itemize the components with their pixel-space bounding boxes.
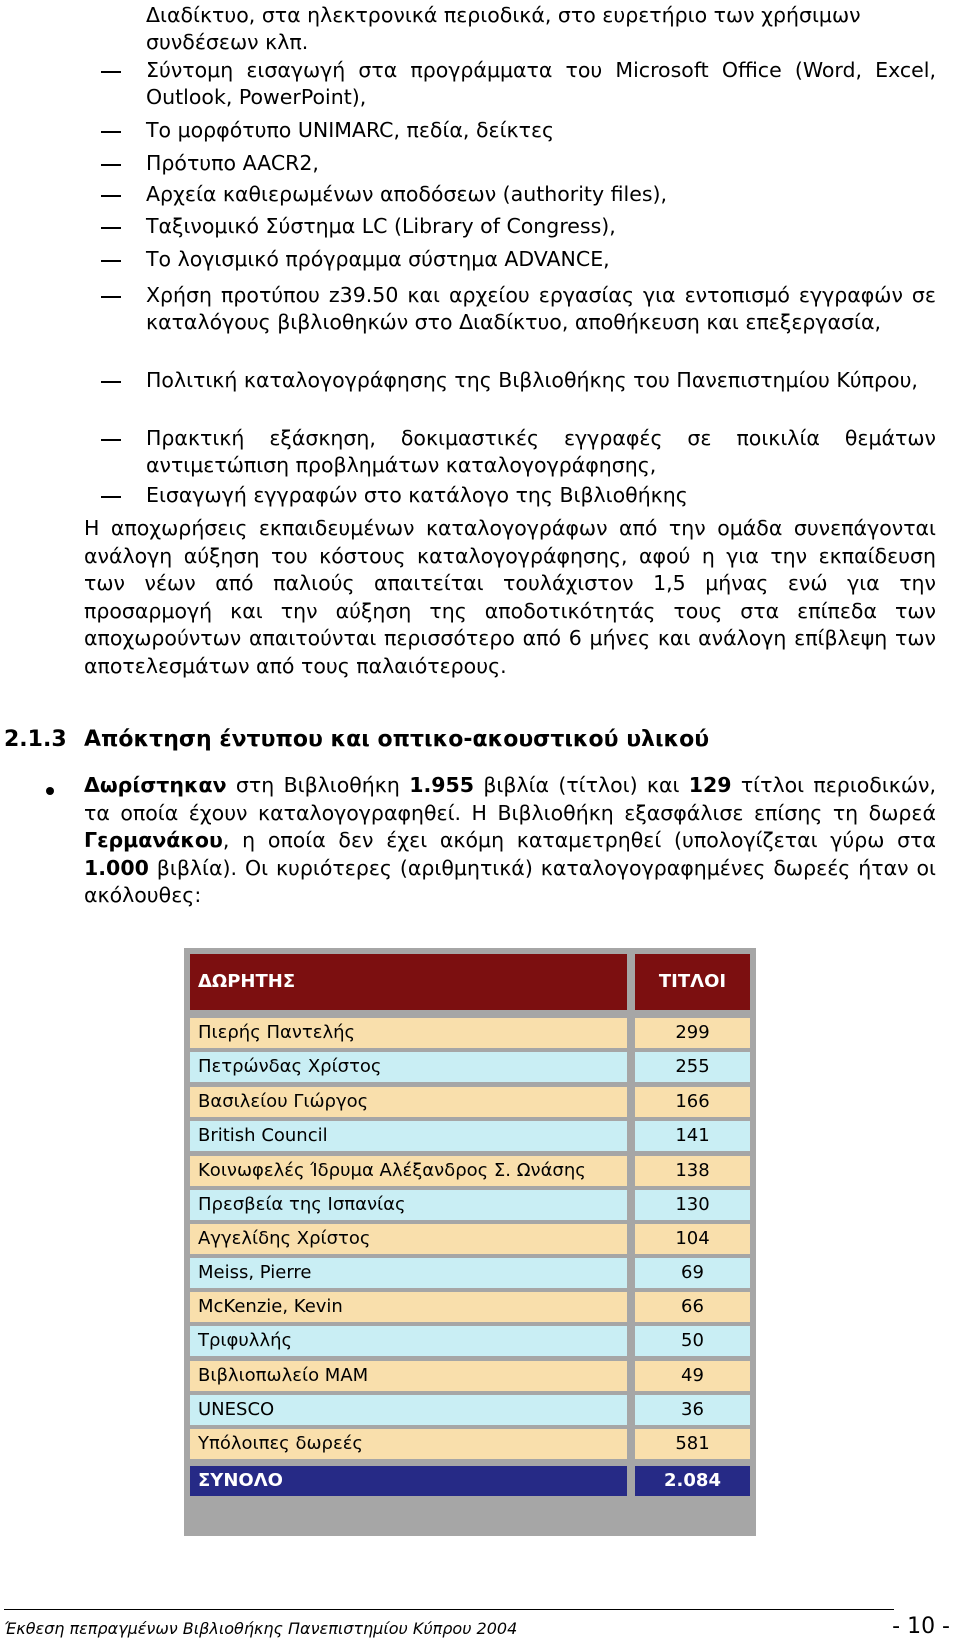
section-number: 2.1.3 — [4, 727, 67, 752]
list-dash — [101, 381, 121, 383]
list-dash — [101, 71, 121, 73]
list-dash — [101, 260, 121, 262]
table-row-titles: 141 — [635, 1121, 750, 1151]
table-header-donor: ΔΩΡΗΤΗΣ — [190, 954, 627, 1010]
donations-paragraph — [84, 772, 936, 910]
table-total-value: 2.084 — [635, 1466, 750, 1496]
table-row-donor: Meiss, Pierre — [190, 1258, 627, 1288]
text-span: βιβλία). Οι κυριότερες (αριθμητικά) καταλογογραφημένες δωρεές ήταν οι ακόλουθες: — [84, 855, 936, 907]
intro-line-1: Διαδίκτυο, στα ηλεκτρονικά περιοδικά, στο ευρετήριο των χρήσιμων — [146, 3, 861, 27]
list-dash — [101, 227, 121, 229]
list-item-authority: Αρχεία καθιερωμένων αποδόσεων (authority files), — [146, 182, 668, 206]
table-row-donor: Πρεσβεία της Ισπανίας — [190, 1190, 627, 1220]
table-row-titles: 49 — [635, 1361, 750, 1391]
list-item-entry: Εισαγωγή εγγραφών στο κατάλογο της Βιβλιοθήκης — [146, 483, 688, 507]
table-row-donor: Κοινωφελές Ίδρυμα Αλέξανδρος Σ. Ωνάσης — [190, 1156, 627, 1186]
body-paragraph: Η αποχωρήσεις εκπαιδευμένων καταλογογράφων από την ομάδα συνεπάγονται ανάλογη αύξηση του κόστους καταλογογράφησης, αφού η για την εκπαίδευση των νέων από παλιούς απαιτείται τουλάχιστον 1,5 μήνας ενώ για την προσαρμογή και την αύξηση της αποδοτικότητάς τους στα επίπεδα των αποχωρούντων απαιτούνται περισσότερο από 6 μήνες και ανάλογη επίβλεψη των αποτελεσμάτων από τους παλαιότερους. — [84, 516, 936, 678]
books-count: 1.955 — [409, 773, 475, 797]
table-row-titles: 255 — [635, 1052, 750, 1082]
intro-line-2: συνδέσεων κλπ. — [146, 30, 309, 54]
table-row-donor: Πετρώνδας Χρίστος — [190, 1052, 627, 1082]
table-row-donor: UNESCO — [190, 1395, 627, 1425]
list-item-policy: Πολιτική καταλογογράφησης της Βιβλιοθήκης του Πανεπιστημίου Κύπρου, — [146, 368, 918, 392]
table-row-titles: 581 — [635, 1429, 750, 1459]
list-item-advance: Το λογισμικό πρόγραμμα σύστημα ADVANCE, — [146, 247, 610, 271]
list-item-unimarc: Το μορφότυπο UNIMARC, πεδία, δείκτες — [146, 118, 555, 142]
section-heading — [4, 726, 709, 754]
section-title: Απόκτηση έντυπου και οπτικο-ακουστικού υλικού — [84, 727, 710, 752]
text-span: στη Βιβλιοθήκη — [226, 773, 410, 797]
bullet-icon — [46, 787, 54, 795]
table-row-titles: 299 — [635, 1018, 750, 1048]
table-row-titles: 104 — [635, 1224, 750, 1254]
list-dash — [101, 131, 121, 133]
table-row-titles: 138 — [635, 1156, 750, 1186]
table-row-titles: 130 — [635, 1190, 750, 1220]
footer-divider — [4, 1609, 894, 1610]
table-row-titles: 166 — [635, 1087, 750, 1117]
table-row-donor: Πιερής Παντελής — [190, 1018, 627, 1048]
table-row-donor: Βιβλιοπωλείο MAM — [190, 1361, 627, 1391]
page-number: - 10 - — [892, 1614, 950, 1639]
table-row-donor: Τριφυλλής — [190, 1326, 627, 1356]
list-dash — [101, 164, 121, 166]
table-row-donor: Αγγελίδης Χρίστος — [190, 1224, 627, 1254]
list-item-practice: Πρακτική εξάσκηση, δοκιμαστικές εγγραφές σε ποικιλία θεμάτων αντιμετώπιση προβλημάτων καταλογογράφησης, — [146, 426, 936, 477]
list-item-lc: Ταξινομικό Σύστημα LC (Library of Congress), — [146, 214, 616, 238]
table-row-titles: 66 — [635, 1292, 750, 1322]
table-row-donor: Βασιλείου Γιώργος — [190, 1087, 627, 1117]
table-row-titles: 36 — [635, 1395, 750, 1425]
table-row-donor: Υπόλοιπες δωρεές — [190, 1429, 627, 1459]
donated-word: Δωρίστηκαν — [84, 773, 227, 797]
table-row-titles: 69 — [635, 1258, 750, 1288]
list-dash — [101, 296, 121, 298]
table-total-label: ΣΥΝΟΛΟ — [190, 1466, 627, 1496]
text-span: τίτλοι περιοδικών, τα οποία έχουν καταλογογραφηθεί. Η Βιβλιοθήκη εξασφάλισε επίσης τη δωρεά — [84, 773, 936, 825]
table-header-titles: ΤΙΤΛΟΙ — [635, 954, 750, 1010]
list-item-z3950: Χρήση προτύπου z39.50 και αρχείου εργασίας για εντοπισμό εγγραφών σε καταλόγους βιβλιοθηκών στο Διαδίκτυο, αποθήκευση και επεξεργασία, — [146, 283, 936, 334]
footer-text: Έκθεση πεπραγμένων Βιβλιοθήκης Πανεπιστημίου Κύπρου 2004 — [4, 1619, 518, 1638]
list-dash — [101, 496, 121, 498]
text-span: βιβλία (τίτλοι) και — [474, 773, 689, 797]
list-dash — [101, 195, 121, 197]
estimate-count: 1.000 — [84, 855, 149, 880]
donor-name: Γερμανάκου — [84, 828, 223, 852]
table-row-titles: 50 — [635, 1326, 750, 1356]
text-span: , η οποία δεν έχει ακόμη καταμετρηθεί (υπολογίζεται γύρω στα — [222, 828, 936, 852]
table-row-donor: British Council — [190, 1121, 627, 1151]
list-item-office: Σύντομη εισαγωγή στα προγράμματα του Microsoft Office (Word, Excel, Outlook, PowerPoint), — [146, 58, 936, 109]
periodicals-count: 129 — [688, 773, 732, 797]
donations-table — [184, 948, 756, 1536]
list-dash — [101, 439, 121, 441]
table-row-donor: McKenzie, Kevin — [190, 1292, 627, 1322]
list-item-aacr2: Πρότυπο AACR2, — [146, 151, 319, 175]
